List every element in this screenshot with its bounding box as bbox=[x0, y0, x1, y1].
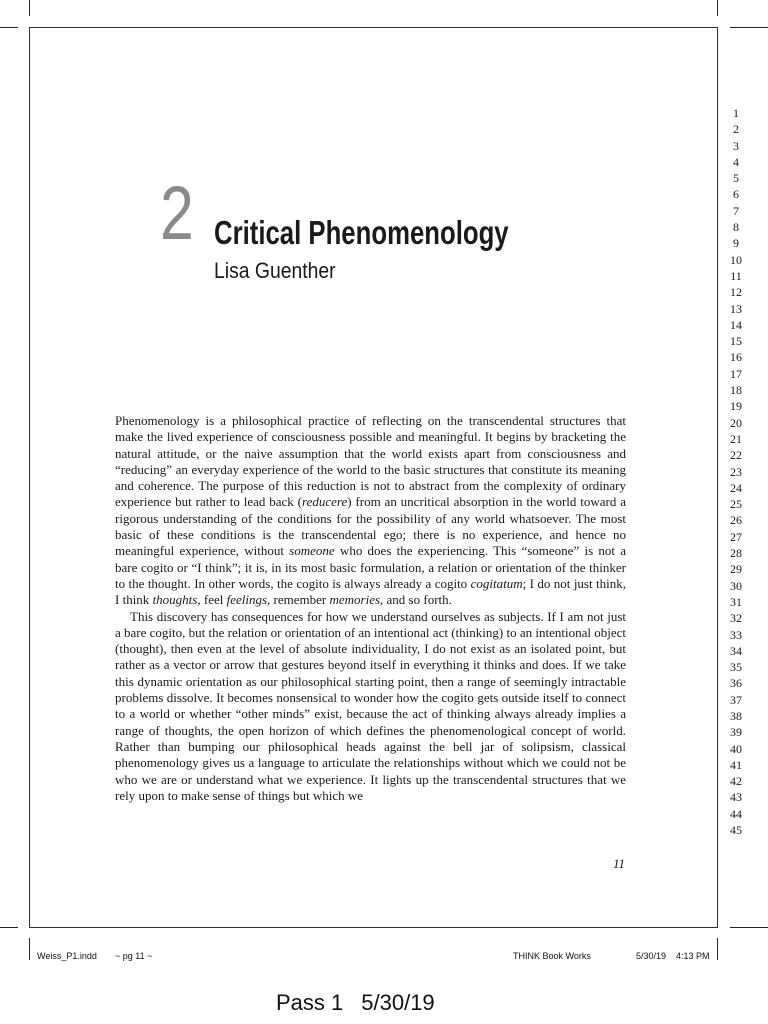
text-run: Phenomenology is a philosophical practice of reflecting on the transcendental structures that make the lived experience of consciousness possible and meaningful. It begins by bracketing the natural attitude, or the naive assumption that the world exists apart from consciousness and “reducing” an everyday experience of the world to the basic structures that constitute its meaning and coherence. The purpose of this reduction is not to abstract from the complexity of ordinary experience but rather to lead back ( bbox=[115, 413, 626, 510]
line-number: 4 bbox=[733, 154, 739, 169]
line-number: 12 bbox=[730, 285, 742, 300]
line-number: 31 bbox=[730, 594, 742, 609]
line-number: 20 bbox=[730, 415, 742, 430]
line-number: 10 bbox=[730, 252, 742, 267]
line-number: 13 bbox=[730, 301, 742, 316]
line-number: 17 bbox=[730, 366, 742, 381]
crop-mark bbox=[730, 27, 768, 28]
crop-mark bbox=[717, 938, 718, 960]
line-number: 27 bbox=[730, 529, 742, 544]
italic-run: memories bbox=[329, 592, 381, 608]
line-number: 22 bbox=[730, 448, 742, 463]
text-run: ) from an uncritical absorption in the world toward a rigorous understanding of the conditions for the possibility of any world whatsoever. The most basic of these conditions is the transcendental ego; there is no experience, and hence no meaningful experience, without bbox=[115, 494, 626, 559]
line-number: 5 bbox=[733, 171, 739, 186]
chapter-number: 2 bbox=[160, 171, 194, 256]
line-number: 8 bbox=[733, 220, 739, 235]
line-number: 43 bbox=[730, 790, 742, 805]
line-number: 11 bbox=[730, 268, 742, 283]
line-number: 7 bbox=[733, 203, 739, 218]
line-number: 15 bbox=[730, 334, 742, 349]
italic-run: cogitatum bbox=[470, 575, 523, 591]
line-number: 9 bbox=[733, 236, 739, 251]
pass-date: 5/30/19 bbox=[361, 990, 435, 1015]
line-number: 21 bbox=[730, 431, 742, 446]
slug-file: Weiss_P1.indd bbox=[37, 951, 97, 961]
line-number: 40 bbox=[730, 741, 742, 756]
pass-label: Pass 1 bbox=[276, 990, 344, 1015]
crop-mark bbox=[717, 0, 718, 16]
line-number: 36 bbox=[730, 676, 742, 691]
line-number: 1 bbox=[733, 106, 739, 120]
line-number: 2 bbox=[733, 122, 739, 137]
body-text bbox=[115, 413, 626, 804]
text-run: , remember bbox=[267, 592, 330, 608]
text-run: who does the experiencing. This “someone” is not a bare cogito or “I think”; it is, in its most basic formulation, a relation or orientation of the thinker to the thought. In other words, the cogito is always already a cogito bbox=[115, 543, 626, 591]
line-number: 18 bbox=[730, 383, 742, 398]
pass-stamp bbox=[276, 990, 435, 1016]
crop-mark bbox=[29, 0, 30, 16]
line-number: 45 bbox=[730, 823, 742, 838]
slug-company: THINK Book Works bbox=[513, 951, 591, 961]
line-number: 25 bbox=[730, 497, 742, 512]
crop-mark bbox=[730, 927, 768, 928]
text-run: This discovery has consequences for how we understand ourselves as subjects. If I am not just a bare cogito, but the relation or orientation of an intentional act (thinking) to an intentional object (thought), then even at the level of absolute individuality, I do not exist as an isolated point, but rather as a vector or arrow that gestures beyond itself in everything it thinks and does. If we take this dynamic orientation as our philosophical starting point, then a range of seemingly intractable problems dissolve. It becomes nonsensical to wonder how the cogito gets outside itself to connect to a world or whether “other minds” exist, because the act of thinking always already implies a range of thoughts, the open horizon of which defines the phenomenological concept of world. Rather than bumping our philosophical heads against the bell jar of solipsism, classical phenomenology gives us a language to articulate the relationships without which we could not be who we are or understand what we experience. It lights up the transcendental structures that we rely upon to make sense of things but which we bbox=[115, 608, 626, 803]
chapter-author: Lisa Guenther bbox=[214, 258, 336, 283]
line-number: 30 bbox=[730, 578, 742, 593]
line-number: 32 bbox=[730, 611, 742, 626]
line-number: 37 bbox=[730, 692, 742, 707]
paragraph bbox=[115, 413, 626, 609]
line-number: 23 bbox=[730, 464, 742, 479]
text-run: ; I do not just think, I think bbox=[115, 575, 626, 608]
line-number: 42 bbox=[730, 774, 742, 789]
page-number: 11 bbox=[612, 856, 625, 871]
line-number: 6 bbox=[733, 187, 739, 202]
italic-run: someone bbox=[289, 543, 335, 559]
line-number: 38 bbox=[730, 708, 742, 723]
line-number: 16 bbox=[730, 350, 742, 365]
crop-mark bbox=[0, 27, 18, 28]
line-number: 28 bbox=[730, 546, 742, 561]
line-number-column bbox=[724, 105, 748, 838]
slug-page: ~ pg 11 ~ bbox=[115, 951, 153, 961]
line-number: 33 bbox=[730, 627, 742, 642]
crop-mark bbox=[0, 927, 18, 928]
line-number: 26 bbox=[730, 513, 742, 528]
crop-mark bbox=[29, 938, 30, 960]
text-run: , feel bbox=[197, 592, 227, 608]
line-number: 35 bbox=[730, 660, 742, 675]
chapter-title: Critical Phenomenology bbox=[214, 214, 509, 251]
italic-run: feelings bbox=[226, 592, 268, 608]
line-number: 29 bbox=[730, 562, 742, 577]
line-number: 24 bbox=[730, 480, 742, 495]
line-number: 19 bbox=[730, 399, 742, 414]
line-number: 39 bbox=[730, 725, 742, 740]
line-number: 14 bbox=[730, 317, 742, 332]
line-number: 44 bbox=[730, 806, 742, 821]
text-run: , and so forth. bbox=[380, 592, 452, 608]
slug-time: 4:13 PM bbox=[676, 951, 710, 961]
italic-run: reducere bbox=[302, 494, 348, 510]
line-number: 41 bbox=[730, 757, 742, 772]
italic-run: thoughts bbox=[152, 592, 198, 608]
slug-date: 5/30/19 bbox=[636, 951, 667, 961]
line-number: 34 bbox=[730, 643, 742, 658]
line-number: 3 bbox=[733, 138, 739, 153]
paragraph bbox=[115, 609, 626, 805]
